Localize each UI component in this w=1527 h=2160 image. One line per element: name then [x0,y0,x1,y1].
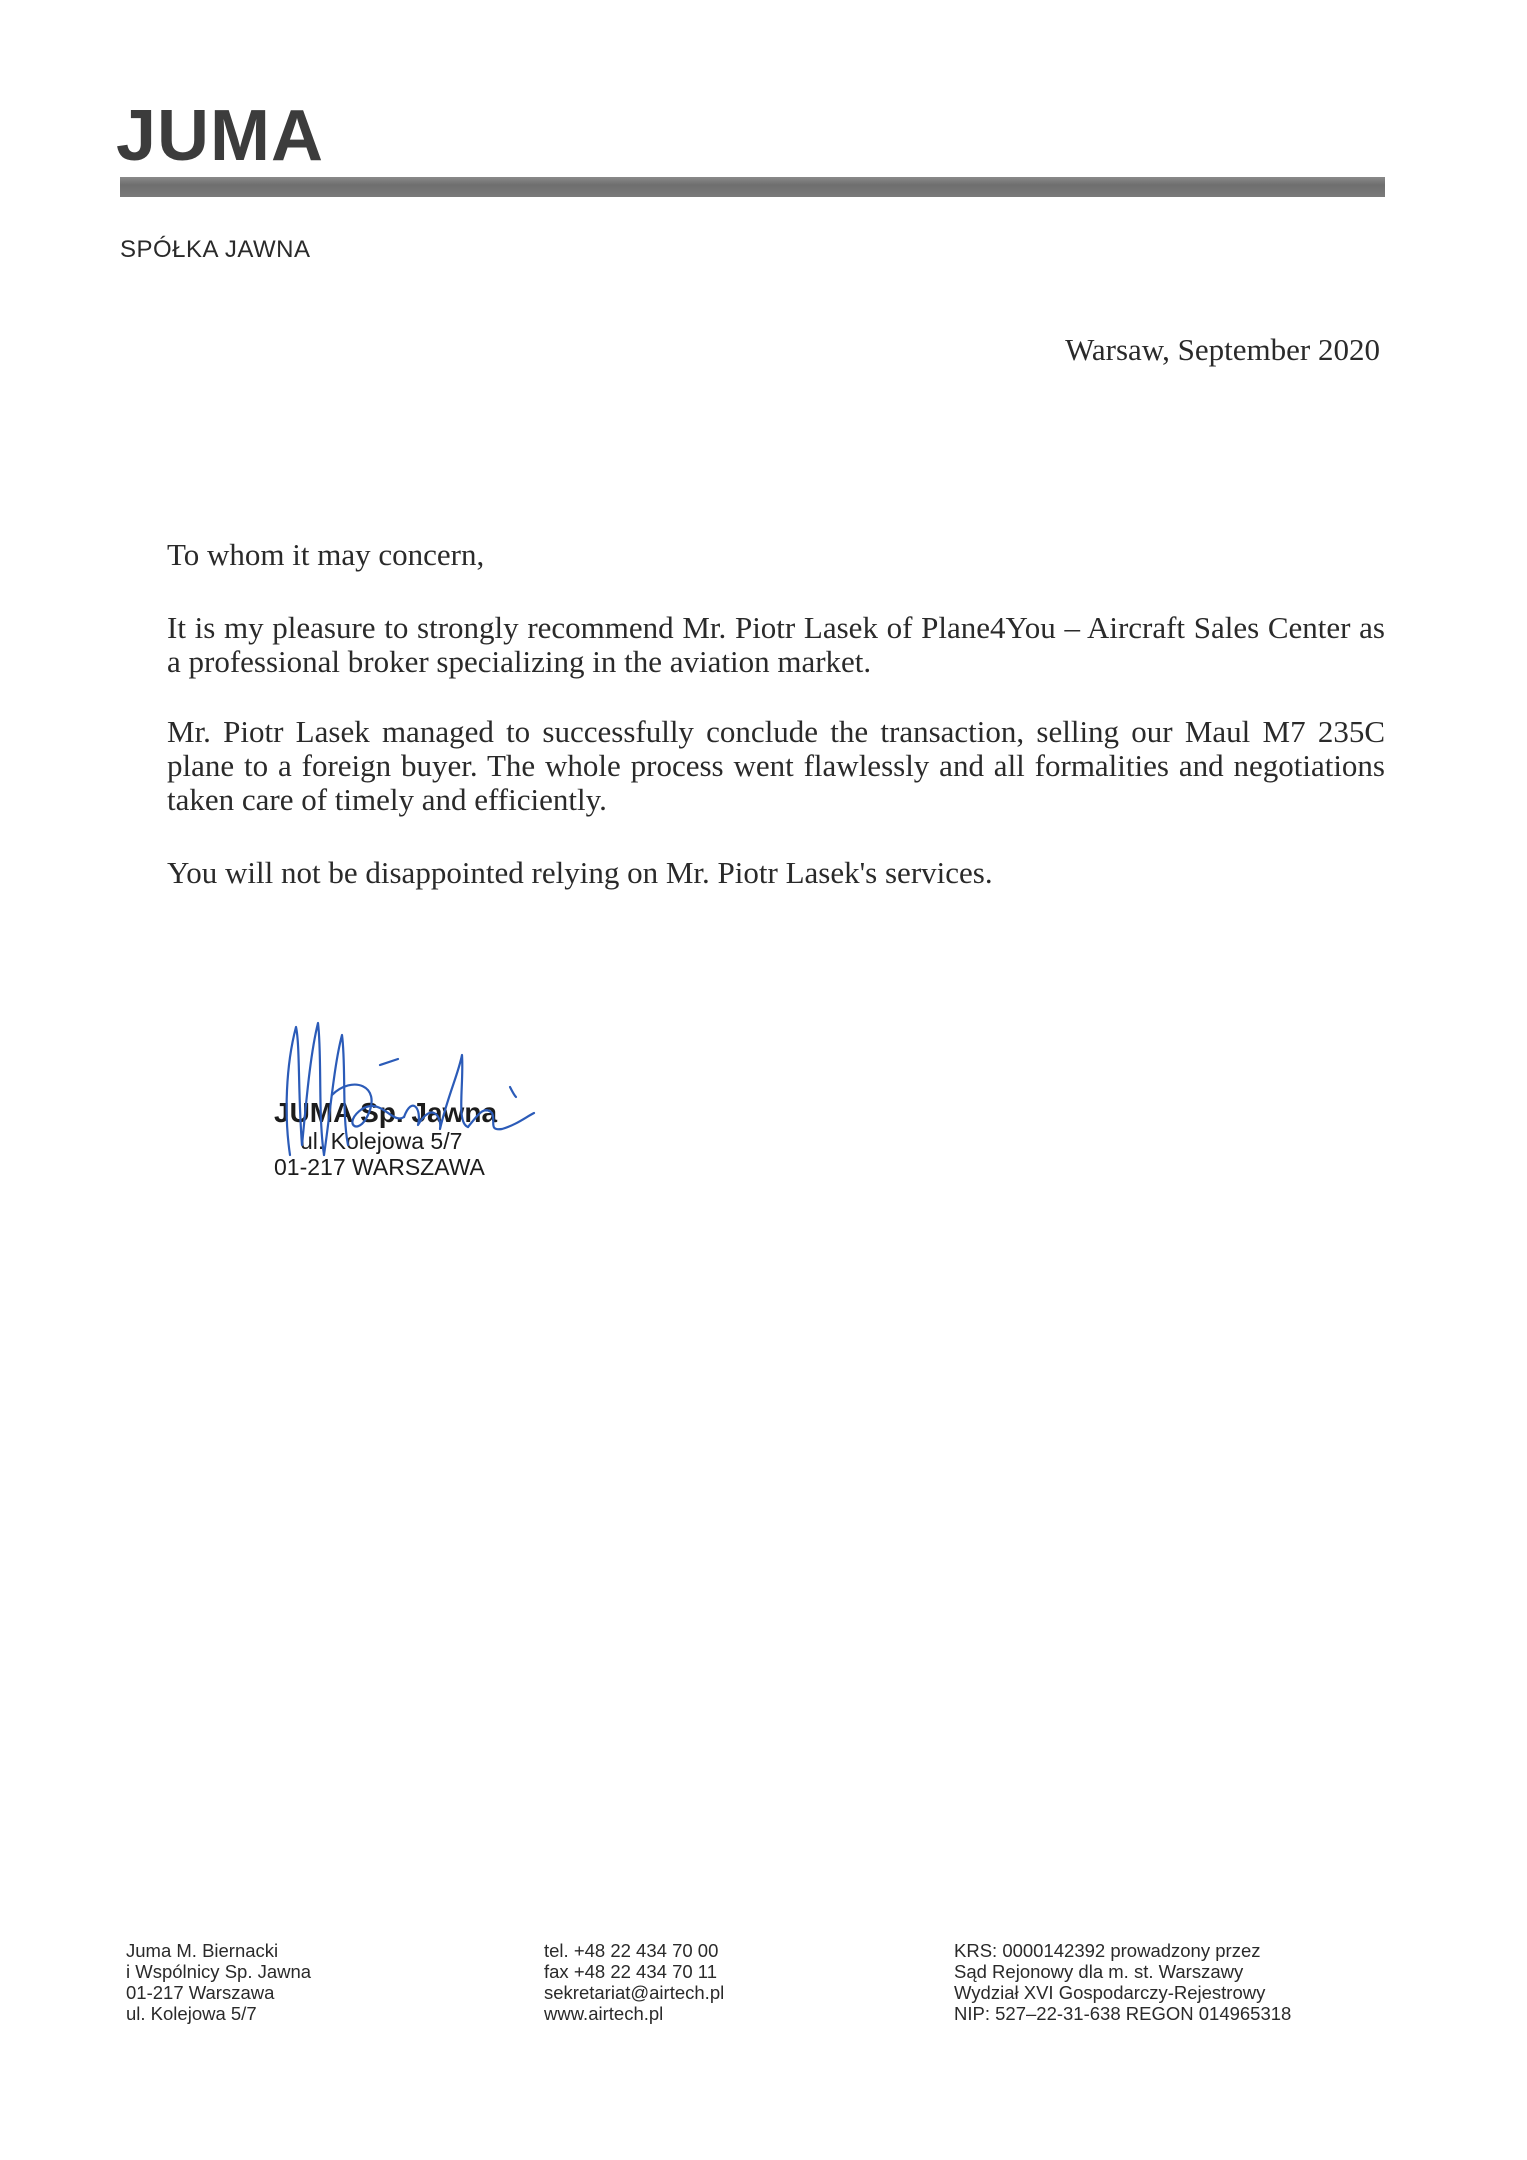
letter-greeting: To whom it may concern, [167,537,485,572]
footer-email: sekretariat@airtech.pl [544,1982,725,2003]
letter-paragraph-2: Mr. Piotr Lasek managed to successfully conclude the transaction, selling our Maul M7 235C plane to a foreign buyer. The whole process went flawlessly and all formalities and negotiations taken care of timely and efficiently. [167,714,1385,817]
footer-registry-line: Sąd Rejonowy dla m. st. Warszawy [954,1961,1244,1982]
letter-paragraph-3: You will not be disappointed relying on Mr. Piotr Lasek's services. [167,855,993,890]
header-divider-bar [120,177,1385,197]
letter-paragraph-1: It is my pleasure to strongly recommend Mr. Piotr Lasek of Plane4You – Aircraft Sales Center as a professional broker specializing in the aviation market. [167,610,1385,679]
handwritten-signature [272,1005,542,1175]
footer-registry-line: NIP: 527–22-31-638 REGON 014965318 [954,2003,1292,2024]
footer-company-line: Juma M. Biernacki [126,1940,279,1961]
signature-stroke-3 [332,1085,404,1127]
stamp-company-name: JUMA Sp. Jawna [274,1097,498,1128]
footer-registry-line: Wydział XVI Gospodarczy-Rejestrowy [954,1982,1266,2003]
footer-phone: tel. +48 22 434 70 00 [544,1940,719,1961]
footer-fax: fax +48 22 434 70 11 [544,1961,717,1982]
footer-registry-block [954,1940,1291,2024]
company-logo: JUMA [116,96,325,176]
signature-stroke-1 [287,1023,324,1155]
stamp-street: ul. Kolejowa 5/7 [300,1128,463,1154]
footer-company-block [126,1940,311,2024]
footer-company-line: i Wspólnicy Sp. Jawna [126,1961,312,1982]
footer-registry-line: KRS: 0000142392 prowadzony przez [954,1940,1261,1961]
footer-contact-block [544,1940,724,2024]
signature-stroke-2 [324,1035,348,1155]
footer-company-line: 01-217 Warszawa [126,1982,275,2003]
stamp-city: 01-217 WARSZAWA [274,1154,485,1180]
company-subtitle: SPÓŁKA JAWNA [120,236,311,263]
signature-stroke-7 [510,1087,516,1097]
footer-website: www.airtech.pl [544,2003,664,2024]
signature-stroke-6 [380,1059,398,1065]
signature-stroke-5 [468,1110,534,1129]
signature-stroke-4 [404,1055,468,1129]
letter-date: Warsaw, September 2020 [1065,332,1380,367]
footer-company-line: ul. Kolejowa 5/7 [126,2003,257,2024]
